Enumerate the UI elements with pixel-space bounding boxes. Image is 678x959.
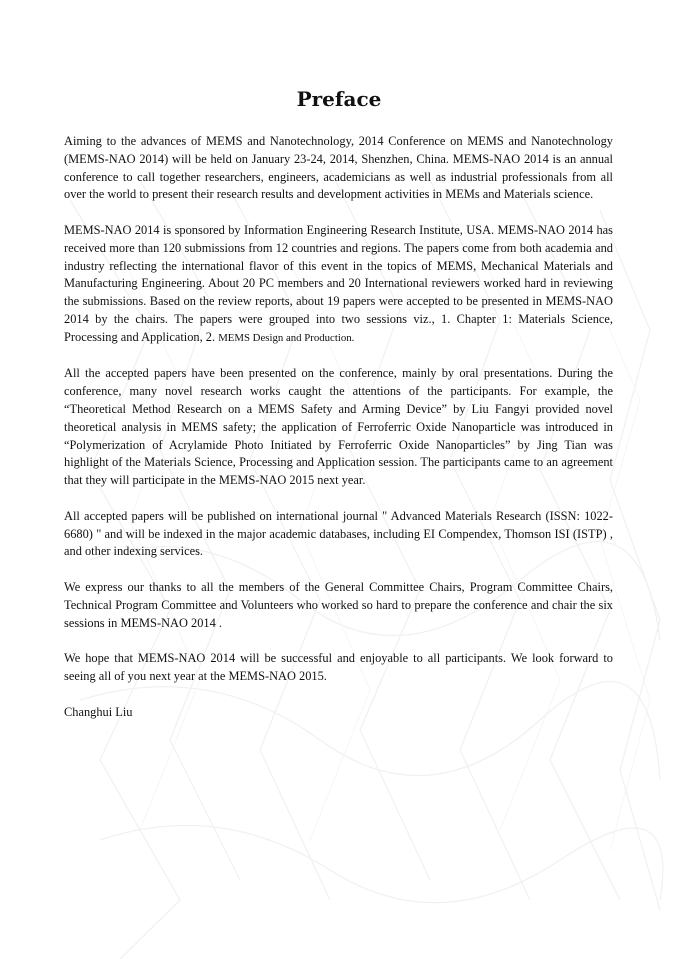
paragraph-thanks: We express our thanks to all the members of the General Committee Chairs, Program Committee Chairs, Technical Program Committee and Volunteers who worked so hard to prepare the conference and chair the six sessions in MEMS-NAO 2014 . <box>64 579 613 630</box>
preface-body <box>64 133 613 739</box>
paragraph-sponsorship <box>64 222 613 348</box>
page-title: Preface <box>296 87 382 111</box>
paragraph-publication: All accepted papers will be published on international journal " Advanced Materials Research (ISSN: 1022-6680) " and will be indexed in the major academic databases, including EI Compendex, Thomson ISI (ISTP) , and other indexing services. <box>64 508 613 559</box>
paragraph-sponsorship-main: MEMS-NAO 2014 is sponsored by Information Engineering Research Institute, USA. MEMS-NAO 2014 has received more than 120 submissions from 12 countries and regions. The papers come from both academia and industry reflecting the international flavor of this event in the topics of MEMS, Mechanical Materials and Manufacturing Engineering. About 20 PC members and 20 International reviewers worked hard in reviewing the submissions. Based on the review reports, about 19 papers were accepted to be presented in MEMS-NAO 2014 by the chairs. The papers were grouped into two sessions viz., 1. Chapter 1: Materials Science, Processing and Application, 2. <box>64 222 613 344</box>
signature: Changhui Liu <box>64 704 133 719</box>
paragraph-sponsorship-session-two: MEMS Design and Production. <box>218 331 355 344</box>
paragraph-presentations: All the accepted papers have been presented on the conference, mainly by oral presentations. During the conference, many novel research works caught the attentions of the participants. For example, the “Theoretical Method Research on a MEMS Safety and Arming Device” by Liu Fangyi provided novel theoretical analysis in MEMS safety; the application of Ferroferric Oxide Nanoparticle was introduced in “Polymerization of Acrylamide Photo Initiated by Ferroferric Oxide Nanoparticles” by Jing Tian was highlight of the Materials Science, Processing and Application session. The participants came to an agreement that they will participate in the MEMS-NAO 2015 next year. <box>64 366 613 488</box>
paragraph-intro: Aiming to the advances of MEMS and Nanotechnology, 2014 Conference on MEMS and Nanotechnology (MEMS-NAO 2014) will be held on January 23-24, 2014, Shenzhen, China. MEMS-NAO 2014 is an annual conference to call together researchers, engineers, academicians as well as industrial professionals from all over the world to present their research results and development activities in MEMs and Materials science. <box>64 134 613 202</box>
paragraph-closing: We hope that MEMS-NAO 2014 will be successful and enjoyable to all participants. We look forward to seeing all of you next year at the MEMS-NAO 2015. <box>64 651 613 683</box>
